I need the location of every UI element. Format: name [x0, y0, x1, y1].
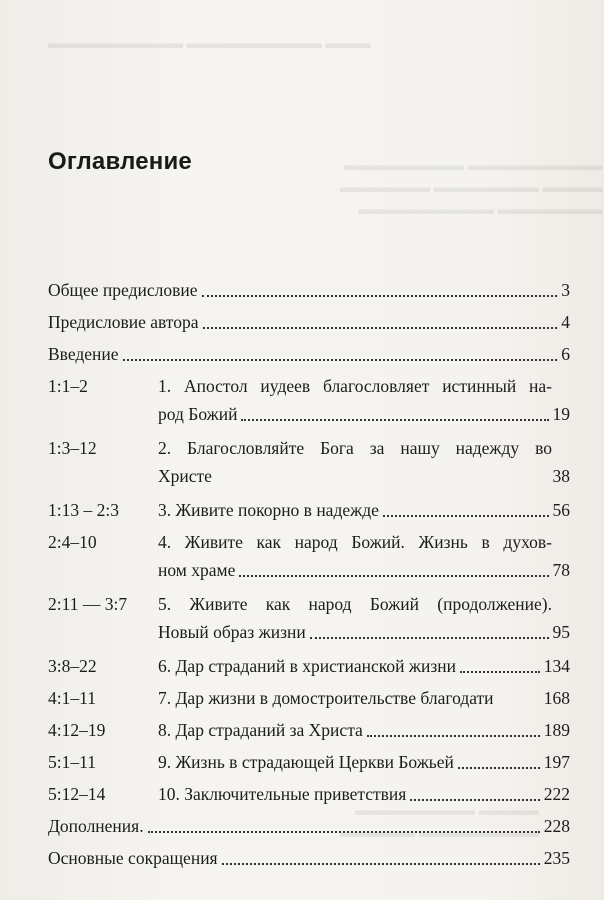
toc-verse-ref: 4:1–11 — [48, 688, 96, 708]
toc-page-number: 56 — [552, 500, 570, 520]
toc-verse-ref: 1:3–12 — [48, 438, 97, 458]
toc-entry[interactable] — [48, 748, 570, 776]
toc-entry-body — [158, 780, 570, 808]
dot-leader — [367, 735, 540, 737]
toc-page-number: 228 — [543, 816, 570, 836]
toc-entry-title: Дополнения. — [48, 816, 144, 836]
toc-entry-body — [158, 496, 570, 524]
dot-leader — [203, 327, 558, 329]
toc-entry[interactable] — [48, 496, 570, 524]
dot-leader — [222, 863, 540, 865]
toc-entry-body — [158, 716, 570, 744]
toc-entry-body — [158, 372, 570, 428]
toc-entry-title-line1: 1. Апостол иудеев благословляет истинный на- — [158, 376, 552, 396]
toc-entry-title-line2: род Божий — [158, 404, 238, 424]
toc-entry[interactable] — [48, 812, 570, 840]
toc-entry-body — [48, 308, 570, 336]
toc-entry[interactable] — [48, 434, 570, 490]
toc-entry[interactable] — [48, 652, 570, 680]
bleed-through-text: ▬▬▬▬▬▬▬▬▬ ▬▬▬▬▬▬▬▬ ▬▬▬▬ ▬▬▬▬▬▬▬ ▬▬▬▬▬▬ ▬▬▬▬▬▬▬ ▬▬▬▬▬▬▬▬▬ — [340, 158, 603, 218]
toc-page-number: 6 — [561, 344, 570, 364]
toc-entry-body — [48, 844, 570, 872]
toc-entry-body — [48, 340, 570, 368]
toc-entry-title: Основные сокращения — [48, 848, 218, 868]
toc-entry-body — [158, 748, 570, 776]
toc-page-number: 222 — [543, 784, 570, 804]
dot-leader — [460, 671, 540, 673]
toc-verse-ref: 1:1–2 — [48, 376, 88, 396]
dot-leader — [310, 637, 549, 639]
toc-verse-ref: 3:8–22 — [48, 656, 97, 676]
toc-verse-ref: 4:12–19 — [48, 720, 106, 740]
toc-page-number: 189 — [543, 720, 570, 740]
toc-entry[interactable] — [48, 528, 570, 584]
toc-verse-ref: 2:11 — 3:7 — [48, 594, 128, 614]
toc-entry-body — [158, 684, 570, 712]
toc-page-number: 197 — [543, 752, 570, 772]
toc-verse-ref: 1:13 – 2:3 — [48, 500, 119, 520]
bleed-through-text: ▬▬▬ ▬▬▬▬▬▬▬▬▬ ▬▬▬▬▬▬▬▬▬ — [48, 36, 371, 52]
dot-leader — [383, 515, 549, 517]
dot-leader — [202, 295, 558, 297]
toc-verse-ref: 5:12–14 — [48, 784, 106, 804]
toc-entry-title: 3. Живите покорно в надежде — [158, 500, 379, 520]
toc-page-number: 38 — [552, 466, 570, 486]
toc-entry[interactable] — [48, 340, 570, 368]
toc-entry-title-line2: ном храме — [158, 560, 236, 580]
toc-entry[interactable] — [48, 716, 570, 744]
toc-entry[interactable] — [48, 590, 570, 646]
toc-entry[interactable] — [48, 684, 570, 712]
toc-entry[interactable] — [48, 276, 570, 304]
toc-entry[interactable] — [48, 844, 570, 872]
toc-entry-title: 6. Дар страданий в христианской жизни — [158, 656, 457, 676]
dot-leader — [148, 831, 540, 833]
toc-entry-title: 7. Дар жизни в домостроительстве благодати — [158, 688, 494, 708]
dot-leader — [239, 575, 548, 577]
dot-leader — [241, 419, 548, 421]
toc-entry[interactable] — [48, 780, 570, 808]
toc-entry-title-line2: Христе — [158, 466, 212, 486]
toc-entry-body — [158, 434, 570, 490]
toc-verse-ref: 2:4–10 — [48, 532, 97, 552]
toc-page-number: 3 — [561, 280, 570, 300]
toc-entry-title: 8. Дар страданий за Христа — [158, 720, 363, 740]
toc-verse-ref: 5:1–11 — [48, 752, 96, 772]
toc-page-number: 168 — [543, 688, 570, 708]
toc-page-number: 235 — [543, 848, 570, 868]
toc-entry[interactable] — [48, 308, 570, 336]
toc-entry-title: Общее предисловие — [48, 280, 198, 300]
dot-leader — [458, 767, 540, 769]
dot-leader — [123, 359, 558, 361]
toc-page-number: 134 — [543, 656, 570, 676]
toc-page-number: 95 — [552, 622, 570, 642]
toc-entry-body — [158, 528, 570, 584]
toc-entry-title-line1: 4. Живите как народ Божий. Жизнь в духов- — [158, 532, 552, 552]
toc-entry-title: 10. Заключительные приветствия — [158, 784, 407, 804]
dot-leader — [410, 799, 539, 801]
toc-entry-title: Предисловие автора — [48, 312, 199, 332]
toc-entry-body — [158, 590, 570, 646]
toc-entry-title-line2: Новый образ жизни — [158, 622, 306, 642]
toc-page-number: 78 — [552, 560, 570, 580]
table-of-contents — [48, 276, 570, 876]
toc-entry-title: Введение — [48, 344, 119, 364]
page-title: Оглавление — [48, 148, 192, 175]
toc-entry-body — [158, 652, 570, 680]
toc-entry-body — [48, 812, 570, 840]
toc-entry-title: 9. Жизнь в страдающей Церкви Божьей — [158, 752, 454, 772]
bleed-through-text: ▬▬▬▬ ▬▬▬▬▬▬▬▬ ▬▬▬▬▬▬▬▬ ▬▬▬▬▬ — [340, 803, 539, 841]
toc-page-number: 19 — [552, 404, 570, 424]
toc-entry-title-line1: 2. Благословляйте Бога за нашу надежду во — [158, 438, 552, 458]
toc-entry[interactable] — [48, 372, 570, 428]
toc-entry-title-line1: 5. Живите как народ Божий (продолжение). — [158, 594, 552, 614]
toc-page-number: 4 — [561, 312, 570, 332]
toc-entry-body — [48, 276, 570, 304]
